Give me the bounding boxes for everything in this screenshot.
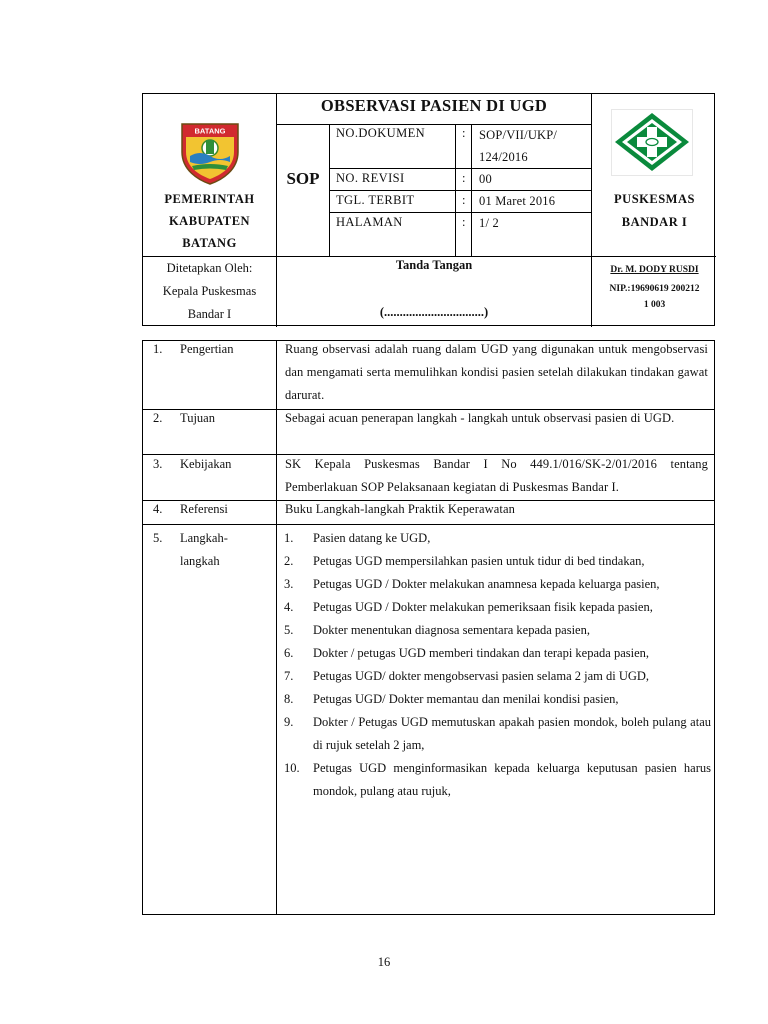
step-text: Petugas UGD/ dokter mengobservasi pasien selama 2 jam di UGD,	[313, 669, 650, 683]
section-title: Pengertian	[180, 342, 234, 356]
org-line: PEMERINTAH	[164, 192, 255, 206]
org-line: KABUPATEN	[168, 214, 251, 228]
divider	[276, 94, 277, 327]
right-org-name	[593, 188, 716, 234]
colon: :	[462, 126, 466, 140]
list-item	[275, 596, 711, 619]
issue-date-label: TGL. TERBIT	[336, 193, 415, 207]
issue-date-value: 01 Maret 2016	[479, 194, 556, 208]
step-text: Petugas UGD / Dokter melakukan anamnesa kepada keluarga pasien,	[313, 577, 660, 591]
colon: :	[462, 215, 466, 229]
head-name: Dr. M. DODY RUSDI	[610, 265, 699, 275]
divider	[329, 212, 591, 213]
page-number: 16	[377, 955, 391, 969]
nip-line: 1 003	[643, 300, 666, 310]
list-item	[275, 665, 711, 688]
step-text: Dokter / Petugas UGD memutuskan apakah pasien mondok, boleh pulang atau di rujuk setelah 2 jam,	[313, 715, 711, 752]
step-number: 9.	[284, 715, 294, 729]
section-title-line: Langkah-	[180, 531, 228, 545]
section-text: Sebagai acuan penerapan langkah - langkah untuk observasi pasien di UGD.	[285, 411, 675, 425]
list-item	[275, 711, 711, 757]
colon: :	[462, 193, 466, 207]
document-title: OBSERVASI PASIEN DI UGD	[320, 96, 548, 115]
sop-content-table	[142, 340, 715, 915]
list-item	[275, 550, 711, 573]
section-title: Tujuan	[180, 411, 215, 425]
step-number: 6.	[284, 646, 294, 660]
org-line: PUSKESMAS	[614, 192, 695, 206]
signature-line: (................................)	[379, 305, 489, 319]
steps-list	[275, 527, 711, 803]
step-number: 1.	[284, 531, 294, 545]
step-text: Pasien datang ke UGD,	[313, 531, 431, 545]
signature-label: Tanda Tangan	[395, 258, 473, 272]
section-title	[180, 527, 275, 573]
revision-label: NO. REVISI	[336, 171, 405, 185]
list-item	[275, 573, 711, 596]
section-text: Buku Langkah-langkah Praktik Keperawatan	[285, 502, 515, 516]
section-title-line: langkah	[180, 554, 220, 568]
list-item	[275, 642, 711, 665]
value-line: SOP/VII/UKP/	[479, 128, 558, 142]
list-item	[275, 527, 711, 550]
section-text: SK Kepala Puskesmas Bandar I No 449.1/016/SK-2/01/2016 tentang Pemberlakuan SOP Pelaksanaan kegiatan di Puskesmas Bandar I.	[285, 457, 708, 494]
org-line: BATANG	[182, 236, 237, 250]
step-number: 2.	[284, 554, 294, 568]
sop-label: SOP	[286, 169, 320, 188]
divider	[591, 94, 592, 327]
step-number: 8.	[284, 692, 294, 706]
nip-line: NIP.:19690619 200212	[609, 284, 700, 294]
step-number: 10.	[284, 761, 300, 775]
approved-line: Kepala Puskesmas	[162, 284, 257, 298]
batang-coat-of-arms-icon	[176, 118, 244, 186]
divider	[143, 524, 714, 525]
step-text: Petugas UGD menginformasikan kepada keluarga keputusan pasien harus mondok, pulang atau rujuk,	[313, 761, 711, 798]
step-number: 4.	[284, 600, 294, 614]
doc-number-label: NO.DOKUMEN	[336, 126, 426, 140]
section-number: 4.	[153, 502, 163, 516]
approved-by	[143, 257, 276, 326]
left-org-name	[143, 188, 276, 254]
section-number: 3.	[153, 457, 163, 471]
page-label: HALAMAN	[336, 215, 403, 229]
list-item	[275, 688, 711, 711]
batang-logo-text: BATANG	[194, 126, 226, 136]
org-line: BANDAR I	[621, 215, 688, 229]
divider	[329, 168, 591, 169]
section-title: Referensi	[180, 502, 228, 516]
section-title: Kebijakan	[180, 457, 232, 471]
doc-number-value	[479, 124, 557, 168]
section-number: 1.	[153, 342, 163, 356]
sop-header-table	[142, 93, 715, 326]
puskesmas-logo-icon	[611, 109, 693, 176]
value-line: 124/2016	[479, 150, 528, 164]
page-value: 1/ 2	[479, 216, 499, 230]
step-text: Dokter / petugas UGD memberi tindakan dan terapi kepada pasien,	[313, 646, 649, 660]
section-number: 2.	[153, 411, 163, 425]
step-number: 5.	[284, 623, 294, 637]
step-text: Dokter menentukan diagnosa sementara kepada pasien,	[313, 623, 590, 637]
list-item	[275, 757, 711, 803]
head-nip	[593, 281, 716, 313]
approved-line: Bandar I	[187, 307, 232, 321]
step-text: Petugas UGD/ Dokter memantau dan menilai kondisi pasien,	[313, 692, 619, 706]
step-number: 3.	[284, 577, 294, 591]
revision-value: 00	[479, 172, 492, 186]
step-number: 7.	[284, 669, 294, 683]
section-number: 5.	[153, 531, 163, 545]
colon: :	[462, 171, 466, 185]
list-item	[275, 619, 711, 642]
step-text: Petugas UGD / Dokter melakukan pemeriksaan fisik kepada pasien,	[313, 600, 653, 614]
section-text: Ruang observasi adalah ruang dalam UGD yang digunakan untuk mengobservasi dan mengamati serta memulihkan kondisi pasien setelah dilakukan tindakan gawat darurat.	[285, 342, 708, 402]
approved-line: Ditetapkan Oleh:	[166, 261, 253, 275]
step-text: Petugas UGD mempersilahkan pasien untuk tidur di bed tindakan,	[313, 554, 645, 568]
